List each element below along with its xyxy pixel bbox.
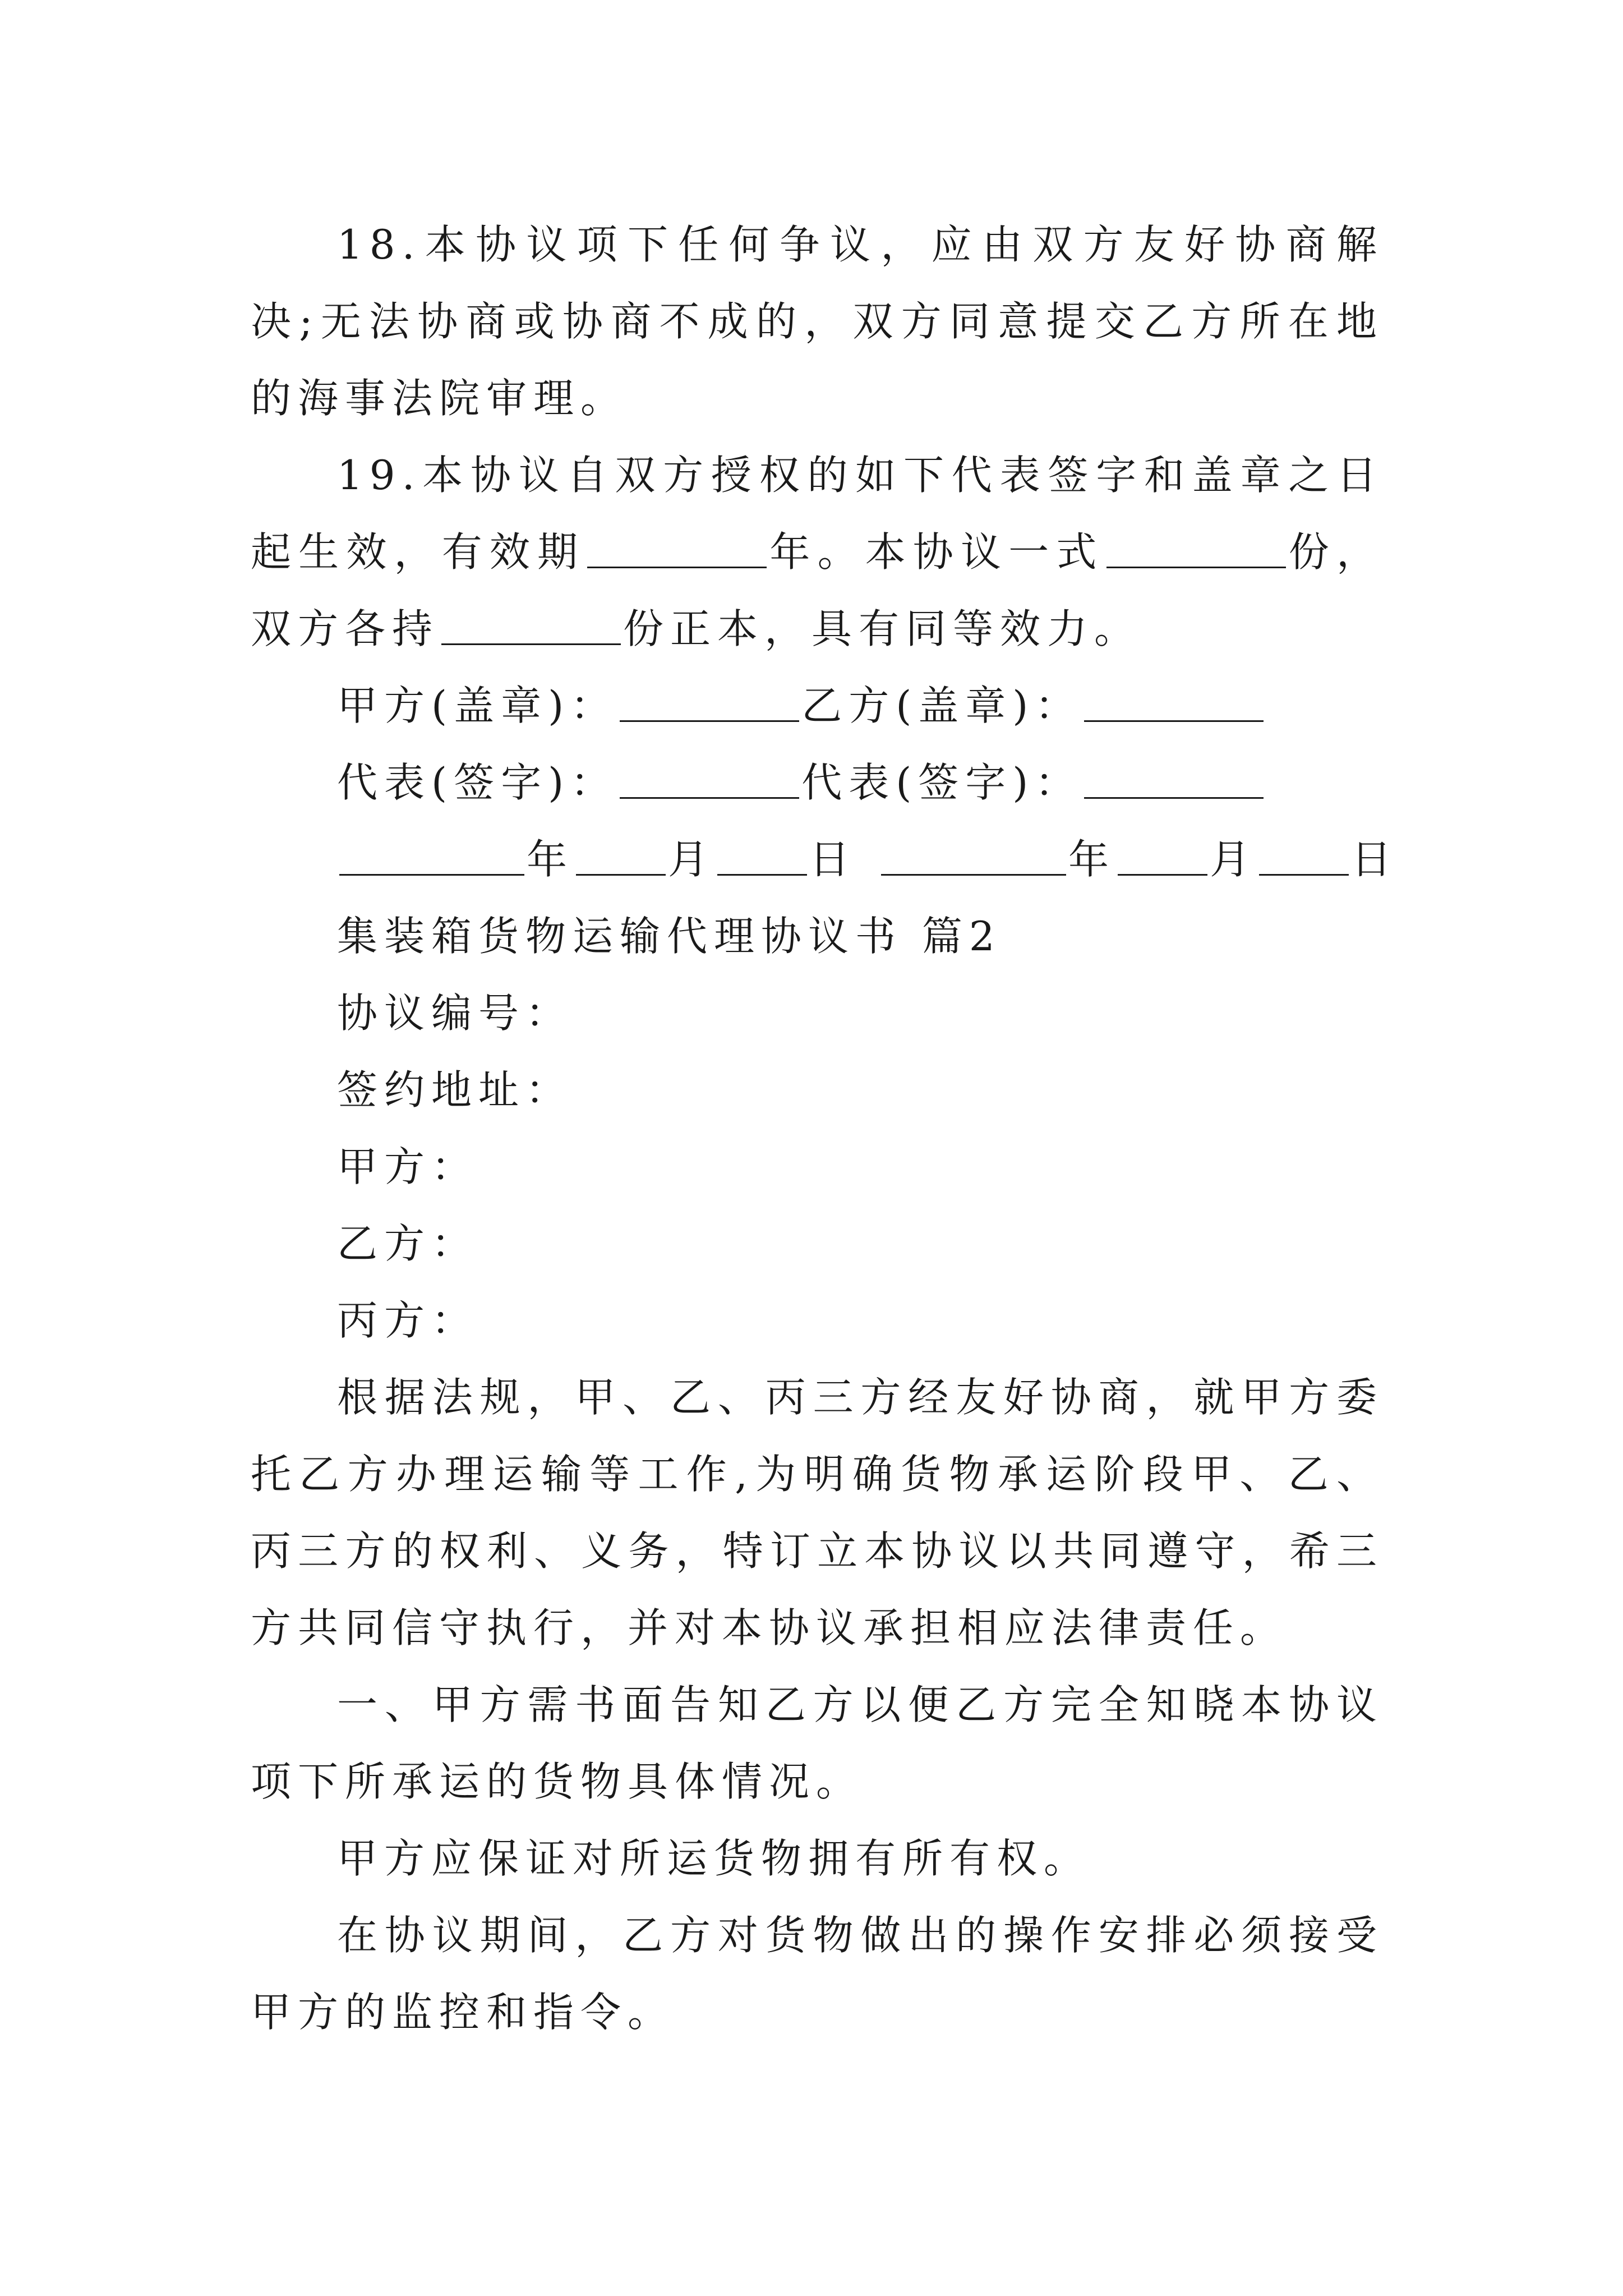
rep-a-sign-label: 代表(签字)：: [337, 759, 618, 806]
party-c-label: 丙方：: [337, 1297, 479, 1344]
date-line: [251, 821, 1399, 898]
date-b-day-blank[interactable]: [1259, 834, 1349, 876]
clause-19-part-b: 年。本协议一式: [769, 528, 1104, 576]
agreement-number-label: 协议编号：: [337, 990, 573, 1037]
clause-19-part-d: 份正本，具有同等效力。: [623, 605, 1142, 652]
date-b-month-label: 月: [1210, 836, 1257, 883]
seal-line: [251, 668, 1384, 744]
date-b-day-label: 日: [1351, 836, 1399, 883]
party-a-seal-label: 甲方(盖章)：: [337, 682, 618, 729]
date-a-year-label: 年: [527, 836, 574, 883]
rep-b-sign-label: 代表(签字)：: [801, 759, 1082, 806]
validity-years-blank[interactable]: [587, 526, 767, 568]
date-a-year-blank[interactable]: [339, 834, 524, 876]
section-2-title: 集装箱货物运输代理协议书 篇2: [337, 913, 1002, 960]
date-b-month-blank[interactable]: [1118, 834, 1207, 876]
clause-19-part-a: 19.本协议自双方授权的如下代表签字和盖章之日起生效，有效期: [251, 452, 1384, 576]
party-b-seal-label: 乙方(盖章)：: [801, 682, 1082, 729]
clause-1-ownership: 甲方应保证对所运货物拥有所有权。: [337, 1835, 1091, 1882]
clause-1-supervision: 在协议期间，乙方对货物做出的操作安排必须接受甲方的监控和指令。: [251, 1912, 1384, 2036]
rep-a-sign-blank[interactable]: [620, 757, 799, 799]
date-a-month-label: 月: [668, 836, 716, 883]
date-a-day-blank[interactable]: [717, 834, 807, 876]
date-b-year-blank[interactable]: [881, 834, 1066, 876]
party-a-seal-blank[interactable]: [620, 680, 799, 722]
sign-line: [251, 744, 1384, 821]
party-a-label: 甲方：: [337, 1143, 479, 1190]
clause-19: [251, 437, 1384, 668]
date-b-year-label: 年: [1068, 836, 1116, 883]
sign-place-label: 签约地址：: [337, 1066, 573, 1114]
party-b-seal-blank[interactable]: [1084, 680, 1264, 722]
copies-count-blank[interactable]: [1106, 526, 1286, 568]
originals-count-blank[interactable]: [441, 603, 621, 645]
date-a-month-blank[interactable]: [576, 834, 666, 876]
clause-19-part-c: 份，双方各持: [251, 528, 1384, 652]
clause-1: 一、甲方需书面告知乙方以便乙方完全知晓本协议项下所承运的货物具体情况。: [251, 1681, 1384, 1805]
party-b-label: 乙方：: [337, 1220, 479, 1267]
clause-18: 18.本协议项下任何争议，应由双方友好协商解决;无法协商或协商不成的，双方同意提交乙方所在地的海事法院审理。: [251, 221, 1384, 422]
rep-b-sign-blank[interactable]: [1084, 757, 1264, 799]
intro-paragraph: 根据法规，甲、乙、丙三方经友好协商，就甲方委托乙方办理运输等工作,为明确货物承运阶段甲、乙、丙三方的权利、义务，特订立本协议以共同遵守，希三方共同信守执行，并对本协议承担相应法律责任。: [251, 1374, 1384, 1651]
date-a-day-label: 日: [809, 836, 857, 883]
document-page: [251, 206, 1399, 2051]
